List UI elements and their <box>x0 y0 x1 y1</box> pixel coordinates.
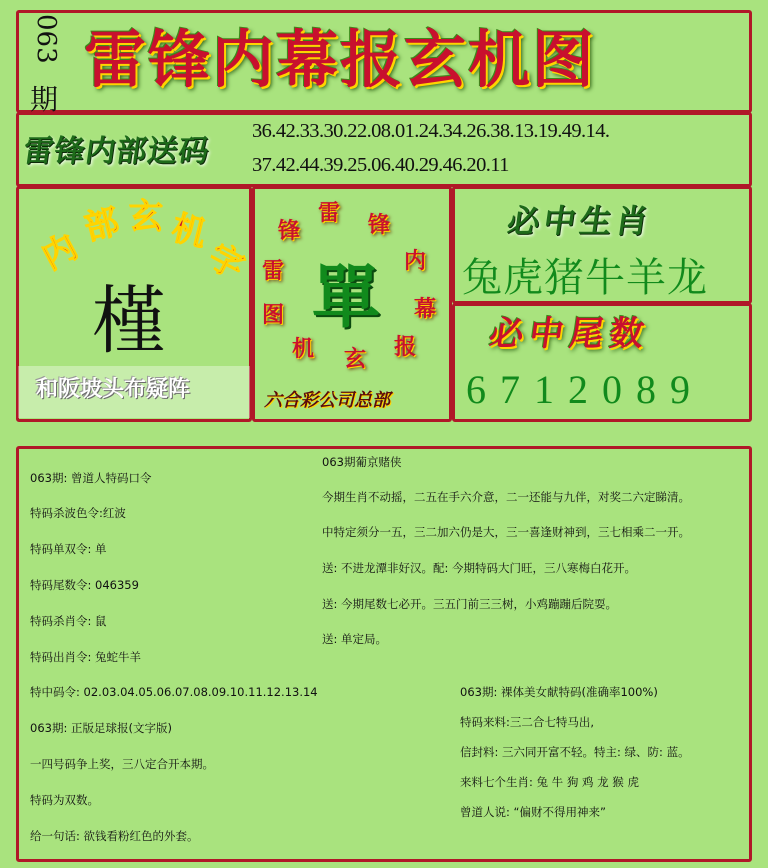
detail-line-left: 特码尾数令: 046359 <box>30 578 139 592</box>
codes-line-1: 36.42.33.30.22.08.01.24.34.26.38.13.19.49.14. <box>252 120 610 142</box>
detail-line-left: 特码杀肖令: 鼠 <box>30 614 107 628</box>
detail-line-bottom-right: 曾道人说: “偏财不得用神来” <box>460 805 606 819</box>
detail-line-bottom-left: 特码为双数。 <box>30 793 99 807</box>
detail-line-bottom-left: 特中码令: 02.03.04.05.06.07.08.09.10.11.12.13.14 <box>30 685 318 699</box>
mystery-arc-char: 机 <box>167 207 211 255</box>
ring-char: 雷 <box>318 200 341 226</box>
ring-char: 幕 <box>414 296 437 322</box>
ring-char: 玄 <box>344 346 367 372</box>
ring-char: 锋 <box>278 218 301 244</box>
detail-line-bottom-left: 给一句话: 欲钱看粉红色的外套。 <box>30 829 199 843</box>
detail-line-left: 063期: 曾道人特码口令 <box>30 471 152 485</box>
mystery-caption-text: 和阪坡头布疑阵 <box>36 376 191 402</box>
page-title: 雷锋内幕报玄机图 <box>84 23 597 96</box>
detail-line-bottom-right: 063期: 裸体美女献特码(准确率100%) <box>460 685 658 699</box>
mystery-arc-char: 玄 <box>129 197 163 237</box>
detail-line-right: 送: 不进龙潭非好汉。配: 今期特码大门旺，三八寒梅白花开。 <box>322 561 637 575</box>
ring-char: 雷 <box>262 258 285 284</box>
ring-char: 内 <box>404 248 427 274</box>
right-column-title: 063期葡京赌侠 <box>322 455 402 469</box>
zodiac-values: 兔虎猪牛羊龙 <box>462 255 708 301</box>
codes-line-2: 37.42.44.39.25.06.40.29.46.20.11 <box>252 154 509 176</box>
mystery-character: 槿 <box>92 278 166 364</box>
detail-line-left: 特码单双令: 单 <box>30 542 107 556</box>
detail-line-right: 送: 单定局。 <box>322 632 388 646</box>
zodiac-label: 必中生肖 <box>505 202 655 240</box>
ring-char: 图 <box>262 302 285 328</box>
ring-char: 报 <box>394 334 417 360</box>
ring-char: 机 <box>292 336 315 362</box>
tail-digits: 6712089 <box>466 367 704 412</box>
detail-line-right: 送: 今期尾数七必开。三五门前三三树，小鸡蹦蹦后院耍。 <box>322 597 618 611</box>
ring-char: 锋 <box>368 212 391 238</box>
mystery-arc-char: 字 <box>201 236 251 288</box>
issue-number: 063 <box>31 14 61 64</box>
mystery-arc-char: 部 <box>80 201 124 249</box>
detail-line-bottom-left: 一四号码争上奖，三八定合开本期。 <box>30 757 214 771</box>
detail-line-bottom-right: 来料七个生肖: 兔 牛 狗 鸡 龙 猴 虎 <box>460 775 639 789</box>
detail-line-left: 特码杀波色令:红波 <box>30 506 126 520</box>
detail-line-bottom-left: 063期: 正版足球报(文字版) <box>30 721 172 735</box>
detail-line-bottom-right: 特码来料:三二合七特马出, <box>460 715 595 729</box>
mystery-arc-char: 内 <box>35 226 85 278</box>
tail-label: 必中尾数 <box>486 314 653 354</box>
issue-suffix: 期 <box>30 83 59 116</box>
center-footer: 六合彩公司总部 <box>264 390 390 411</box>
center-character: 單 <box>312 258 381 338</box>
detail-line-right: 中特定须分一五，三二加六仍是大，三一喜逢财神到，三七相乘二一开。 <box>322 525 690 539</box>
detail-line-right: 今期生肖不动摇，二五在手六介意，二一还能与九伴，对奖二六定睇清。 <box>322 490 690 504</box>
detail-line-left: 特码出肖令: 兔蛇牛羊 <box>30 650 142 664</box>
detail-line-bottom-right: 信封料: 三六同开富不轻。特主: 绿、防: 蓝。 <box>460 745 690 759</box>
codes-label: 雷锋内部送码 <box>21 134 212 169</box>
